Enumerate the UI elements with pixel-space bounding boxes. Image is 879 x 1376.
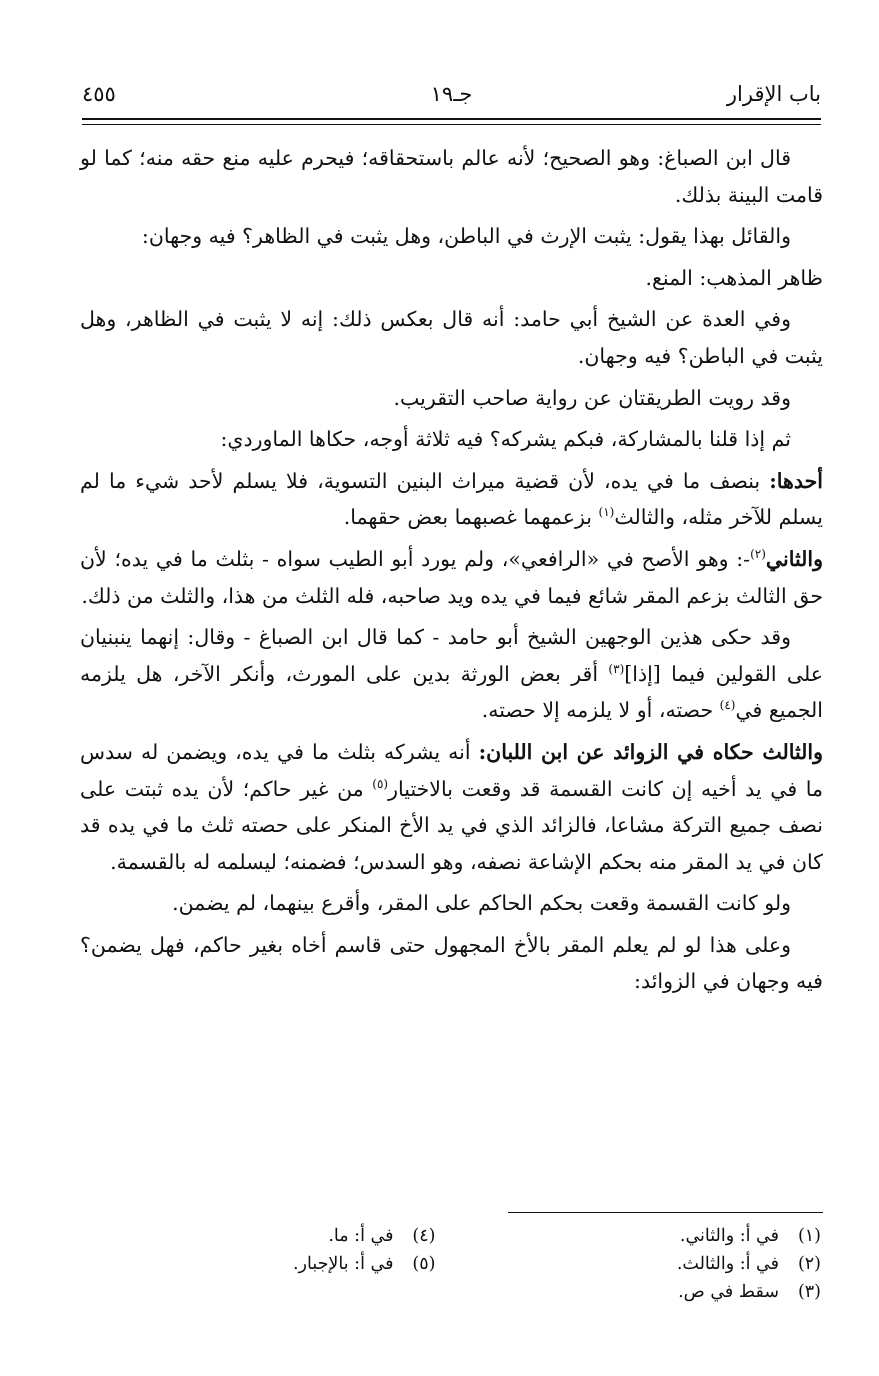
footnote-number: (٣)	[797, 1282, 821, 1302]
footnote-ref: (٣)	[608, 661, 625, 676]
paragraph-text: -: وهو الأصح في «الرافعي»، ولم يورد أبو الطيب سواه - بثلث ما في يده؛ لأن حق الثالث بزعم المقر شائع فيما في يده ويد صاحبه، فله الثلث من هذا، والثلث من ذلك.	[80, 546, 823, 608]
paragraph-text: أقر بعض الورثة بدين على المورث، وأنكر الآخر، هل يلزمه الجميع في	[80, 661, 823, 723]
paragraph: وقد رويت الطريقتان عن رواية صاحب التقريب.	[393, 385, 791, 410]
footnote	[120, 1250, 435, 1278]
paragraph	[80, 619, 823, 729]
volume-label: جـ١٩	[430, 82, 473, 106]
paragraph	[80, 541, 823, 614]
footnote-ref: (٤)	[719, 698, 736, 713]
paragraph: ثم إذا قلنا بالمشاركة، فبكم يشركه؟ فيه ثلاثة أوجه، حكاها الماوردي:	[220, 427, 791, 452]
paragraph: قال ابن الصباغ: وهو الصحيح؛ لأنه عالم باستحقاقه؛ فيحرم عليه منع حقه منه؛ كما لو قامت البينة بذلك.	[80, 146, 823, 207]
footnote-column-right	[506, 1222, 821, 1306]
footnote	[120, 1222, 435, 1250]
paragraph: وعلى هذا لو لم يعلم المقر بالأخ المجهول حتى قاسم أخاه بغير حاكم، فهل يضمن؟ فيه وجهان في الزوائد:	[80, 932, 823, 994]
footnote-number: (٢)	[797, 1254, 821, 1274]
body-text	[80, 140, 823, 1005]
running-header	[82, 82, 821, 116]
footnote-ref: (١)	[598, 505, 615, 520]
footnote-number: (١)	[797, 1226, 821, 1246]
paragraph-text: أنه يشركه بثلث ما في يده، ويضمن له سدس ما في يد أخيه إن كانت القسمة قد وقعت بالاختيار	[80, 739, 823, 801]
paragraph: وفي العدة عن الشيخ أبي حامد: أنه قال بعكس ذلك: إنه لا يثبت في الظاهر، وهل يثبت في الباطن؟ فيه وجهان.	[80, 307, 823, 368]
paragraph: والقائل بهذا يقول: يثبت الإرث في الباطن، وهل يثبت في الظاهر؟ فيه وجهان:	[141, 224, 791, 249]
header-rule-thick	[82, 118, 821, 120]
bold-lead: والثاني	[765, 546, 823, 571]
footnote-text: في أ: بالإجبار.	[292, 1254, 394, 1274]
paragraph-text: حصته، أو لا يلزمه إلا حصته.	[481, 698, 720, 723]
paragraph: ظاهر المذهب: المنع.	[645, 265, 823, 290]
footnote-ref: (٢)	[750, 547, 766, 562]
footnote	[506, 1250, 821, 1278]
footnote	[506, 1278, 821, 1306]
footnote-separator	[508, 1212, 823, 1213]
paragraph-text: بزعمهما غصبهما بعض حقهما.	[343, 505, 599, 530]
footnote-text: في أ: والثاني.	[679, 1226, 779, 1246]
paragraph: ولو كانت القسمة وقعت بحكم الحاكم على المقر، وأقرع بينهما، لم يضمن.	[172, 891, 791, 916]
paragraph-text: وقد حكى هذين الوجهين الشيخ أبو حامد - كما قال ابن الصباغ - وقال: إنهما ينبنيان على القولين فيما [إذا]	[80, 625, 823, 686]
chapter-title: باب الإقرار	[726, 82, 821, 106]
paragraph-text: من غير حاكم؛ لأن يده ثبتت على نصف جميع التركة مشاعا، فالزائد الذي في يد الأخ المنكر على حصته ثلث ما في يده قد كان في يد المقر منه بحكم الإشاعة نصفه، وهو السدس؛ فضمنه؛ ليسلمه له بالقسمة.	[80, 776, 823, 874]
footnote-column-left	[120, 1222, 435, 1278]
footnotes	[120, 1222, 821, 1312]
footnote-number: (٥)	[412, 1254, 436, 1274]
footnote-text: في أ: ما.	[328, 1226, 394, 1246]
paragraph	[80, 463, 823, 536]
footnote-text: في أ: والثالث.	[676, 1254, 779, 1274]
footnote-text: سقط في ص.	[678, 1282, 779, 1302]
footnote-ref: (٥)	[372, 776, 389, 791]
footnote-number: (٤)	[412, 1226, 436, 1246]
page-number: ٤٥٥	[82, 82, 116, 106]
paragraph	[80, 734, 823, 880]
paragraph-text: بنصف ما في يده، لأن قضية ميراث البنين التسوية، فلا يسلم لأحد شيء ما لم يسلم للآخر مثله، والثالث	[80, 468, 823, 530]
bold-lead: والثالث حكاه في الزوائد عن ابن اللبان:	[478, 739, 823, 764]
header-rule-thin	[82, 124, 821, 125]
bold-lead: أحدها:	[769, 468, 823, 493]
footnote	[506, 1222, 821, 1250]
